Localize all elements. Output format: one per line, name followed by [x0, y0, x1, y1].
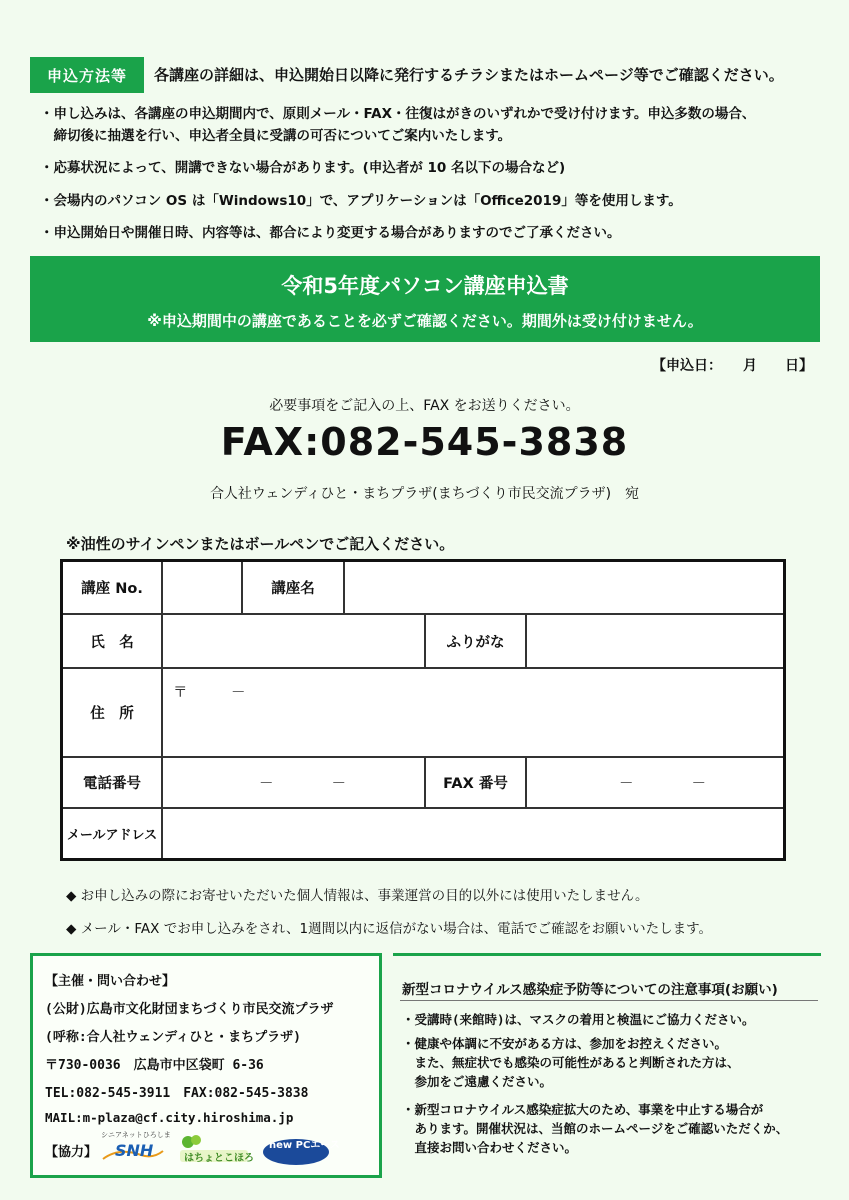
snh-logo: [101, 1131, 171, 1165]
postal-mark: 〒 －: [173, 685, 246, 701]
address-field[interactable]: [163, 669, 783, 756]
contact-box: [30, 953, 382, 1178]
covid-title: 新型コロナウイルス感染症予防等についての注意事項(お願い): [402, 982, 778, 998]
fax-dashes: － －: [619, 776, 706, 792]
covid-line-cancel-3: 直接お問い合わせください。: [402, 1140, 578, 1155]
covid-title-underline: [400, 1000, 818, 1001]
phone-field[interactable]: [163, 758, 424, 807]
contact-address: 〒730-0036 広島市中区袋町 6-36: [45, 1058, 264, 1073]
application-date: 【申込日： 月 日】: [652, 358, 813, 374]
snh-logo-sub: シニアネットひろしま: [101, 1131, 171, 1139]
covid-line-mask: ・受講時(来館時)は、マスクの着用と検温にご協力ください。: [402, 1012, 755, 1027]
fax-instruction: 必要事項をご記入の上、FAX をお送りください。: [269, 398, 580, 414]
name-field[interactable]: [163, 615, 424, 667]
furigana-field[interactable]: [527, 615, 783, 667]
fax-field[interactable]: [527, 758, 783, 807]
course-no-field[interactable]: [163, 562, 241, 613]
furigana-label: ふりがな: [446, 634, 505, 651]
phone-label: 電話番号: [83, 776, 141, 792]
bullet-apply: ・申し込みは、各講座の申込期間内で、原則メール・FAX・往復はがきのいずれかで受け付けます。申込多数の場合、: [40, 106, 756, 122]
recipient: 合人社ウェンディひと・まちプラザ(まちづくり市民交流プラザ) 宛: [209, 486, 640, 502]
form-title: 令和5年度パソコン講座申込書: [281, 274, 569, 298]
address-label: 住 所: [90, 706, 134, 722]
email-field[interactable]: [163, 809, 783, 858]
contact-tel-fax: TEL:082-545-3911 FAX:082-545-3838: [45, 1086, 309, 1101]
hachotokoro-logo-text: はちょとこほろ: [184, 1153, 254, 1164]
covid-line-health: ・健康や体調に不安がある方は、参加をお控えください。: [402, 1036, 728, 1051]
name-label: 氏 名: [90, 634, 134, 651]
hachotokoro-logo: [178, 1134, 254, 1164]
course-name-label: 講座名: [271, 581, 315, 597]
phone-dashes: － －: [259, 776, 346, 792]
reply-note: ◆ メール・FAX でお申し込みをされ、1週間以内に返信がない場合は、電話でご確認をお願いいたします。: [66, 921, 713, 937]
fax-number: FAX:082-545-3838: [220, 420, 629, 464]
covid-line-cancel-2: あります。開催状況は、当館のホームページをご確認いただくか、: [402, 1121, 789, 1136]
email-label: メールアドレス: [66, 828, 158, 843]
method-badge: 申込方法等: [30, 57, 144, 93]
pen-note: ※油性のサインペンまたはボールペンでご記入ください。: [66, 535, 455, 553]
contact-heading: 【主催・問い合わせ】: [45, 974, 176, 989]
covid-top-rule: [393, 953, 821, 956]
coop-label: 【協力】: [45, 1145, 98, 1160]
bullet-cancel: ・応募状況によって、開講できない場合があります。(申込者が 10 名以下の場合など): [40, 160, 566, 176]
covid-line-health-2: また、無症状でも感染の可能性があると判断された方は、: [402, 1055, 740, 1070]
pc-ace-logo: [261, 1132, 340, 1166]
course-name-field[interactable]: [345, 562, 783, 613]
contact-org: (公財)広島市文化財団まちづくり市民交流プラザ: [45, 1002, 334, 1017]
application-form: [60, 559, 786, 861]
privacy-note: ◆ お申し込みの際にお寄せいただいた個人情報は、事業運営の目的以外には使用いたしません。: [66, 888, 649, 904]
bullet-os: ・会場内のパソコン OS は「Windows10」で、アプリケーションは「Office2019」等を使用します。: [40, 193, 682, 209]
form-period-note: ※申込期間中の講座であることを必ずご確認ください。期間外は受け付けません。: [147, 312, 703, 330]
bullet-change: ・申込開始日や開催日時、内容等は、都合により変更する場合がありますのでご了承ください。: [40, 225, 621, 241]
course-no-label: 講座 No.: [81, 581, 143, 597]
form-banner: [30, 256, 820, 342]
contact-mail: MAIL:m-plaza@cf.city.hiroshima.jp: [45, 1110, 294, 1125]
covid-line-health-3: 参加をご遠慮ください。: [402, 1074, 553, 1089]
fax-label: FAX 番号: [443, 776, 508, 792]
covid-line-cancel: ・新型コロナウイルス感染症拡大のため、事業を中止する場合が: [402, 1102, 764, 1117]
bullet-apply-cont: 締切後に抽選を行い、申込者全員に受講の可否についてご案内いたします。: [40, 128, 512, 144]
pc-ace-logo-text: new PCエース: [269, 1140, 340, 1151]
contact-alias: (呼称:合人社ウェンディひと・まちプラザ): [45, 1030, 301, 1045]
method-intro: 各講座の詳細は、申込開始日以降に発行するチラシまたはホームページ等でご確認ください。: [154, 66, 784, 84]
snh-logo-text: SNH: [115, 1141, 154, 1160]
